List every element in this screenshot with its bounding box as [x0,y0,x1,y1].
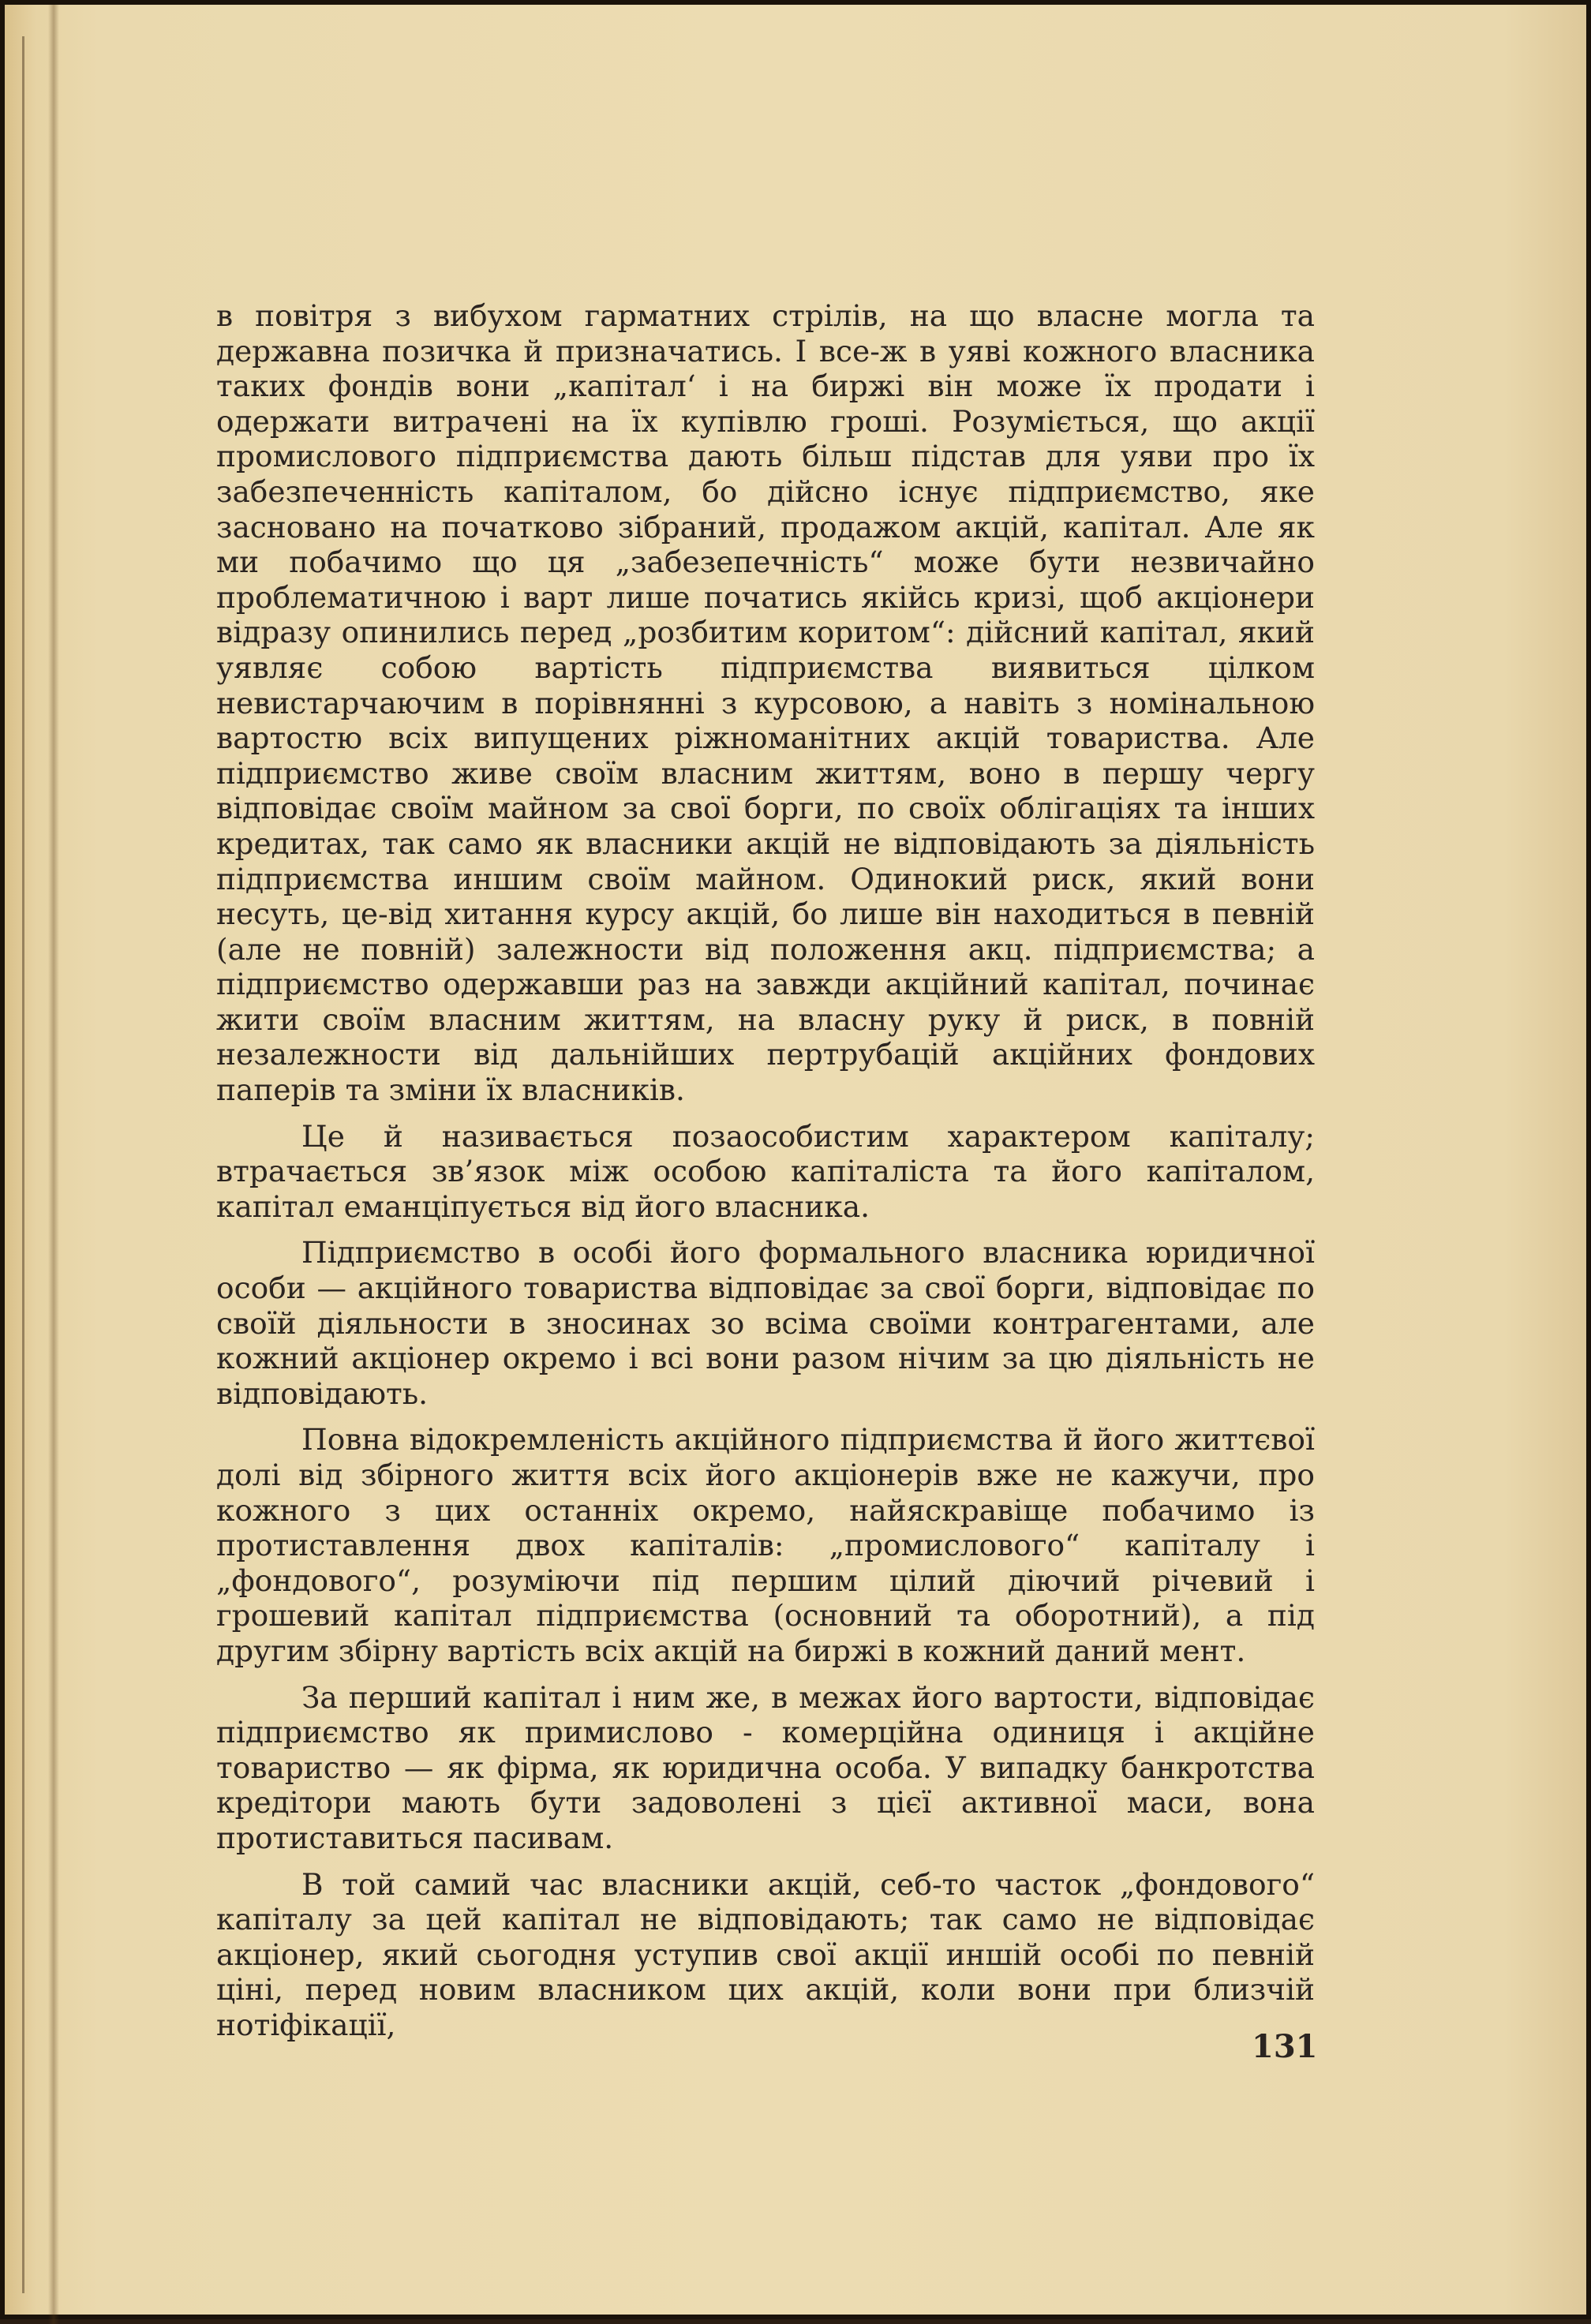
paragraph: В той самий час власники акцій, себ-то часток „фондового“ капіталу за цей капітал не відповідають; так само не відповідає акціонер, який сьогодня уступив свої акції иншій особі по певній ціні, перед новим власником цих акцій, коли вони при близчій нотіфікації, [216,1866,1315,2042]
page-number: 131 [1252,2028,1318,2065]
paragraph: в повітря з вибухом гарматних стрілів, на що власне могла та державна позичка й призначатись. І все-ж в уяві кожного власника таких фондів вони „капітал‘ і на биржі він може їх продати і одержати витрачені на їх купівлю гроші. Розуміється, що акції промислового підприємства дають більш підстав для уяви про їх забезпеченність капіталом, бо дійсно існує підприємство, яке засновано на початково зібраний, продажом акцій, капітал. Але як ми побачимо що ця „забезепечність“ може бути незвичайно проблематичною і варт лише початись якійсь кризі, щоб акціонери відразу опинились перед „розбитим коритом“: дійсний капітал, який уявляє собою вартість підприємства виявиться цілком невистарчаючим в порівнянні з курсовою, а навіть з номінальною вартостю всіх випущених ріжноманітних акцій товариства. Але підприємство живе своїм власним життям, воно в першу чергу відповідає своїм майном за свої борги, по своїх облігаціях та інших кредитах, так само як власники акцій не відповідають за діяльність підприємства иншим своїм майном. Одинокий риск, який вони несуть, це-від хитання курсу акцій, бо лише він находиться в певній (але не повній) залежности від положення акц. підприємства; а підприємство одержавши раз на завжди акційний капітал, починає жити своїм власним життям, на власну руку й риск, в повній незалежности від дальнійших пертрубацій акційних фондових паперів та зміни їх власників. [216,298,1315,1108]
paragraph: Підприємство в особі його формального власника юридичної особи — акційного товариства відповідає за свої борги, відповідає по своїй діяльности в зносинах зо всіма своїми контрагентами, але кожний акціонер окремо і всі вони разом нічим за цю діяльність не відповідають. [216,1235,1315,1411]
paragraph: Це й називається позаособистим характером капіталу; втрачається зв’язок між особою капіталіста та його капіталом, капітал еманціпується від його власника. [216,1118,1315,1224]
binding-shadow [48,5,59,2324]
body-text [216,298,1315,2043]
paragraph: За перший капітал і ним же, в межах його вартости, відповідає підприємство як примислово - комерційна одиниця і акційне товариство — як фірма, як юридична особа. У випадку банкротства кредітори мають бути задоволені з цієї активної маси, вона протиставиться пасивам. [216,1679,1315,1855]
paragraph: Повна відокремленість акційного підприємства й його життєвої долі від збірного життя всіх його акціонерів вже не кажучи, про кожного з цих останніх окремо, найяскравіще побачимо із протиставлення двох капіталів: „промислового“ капіталу і „фондового“, розуміючи під першим цілий діючий річевий і грошевий капітал підприємства (основний та оборотний), а під другим збірну вартість всіх акцій на биржі в кожний даний мент. [216,1422,1315,1668]
page-edge-shadow [22,36,24,2293]
